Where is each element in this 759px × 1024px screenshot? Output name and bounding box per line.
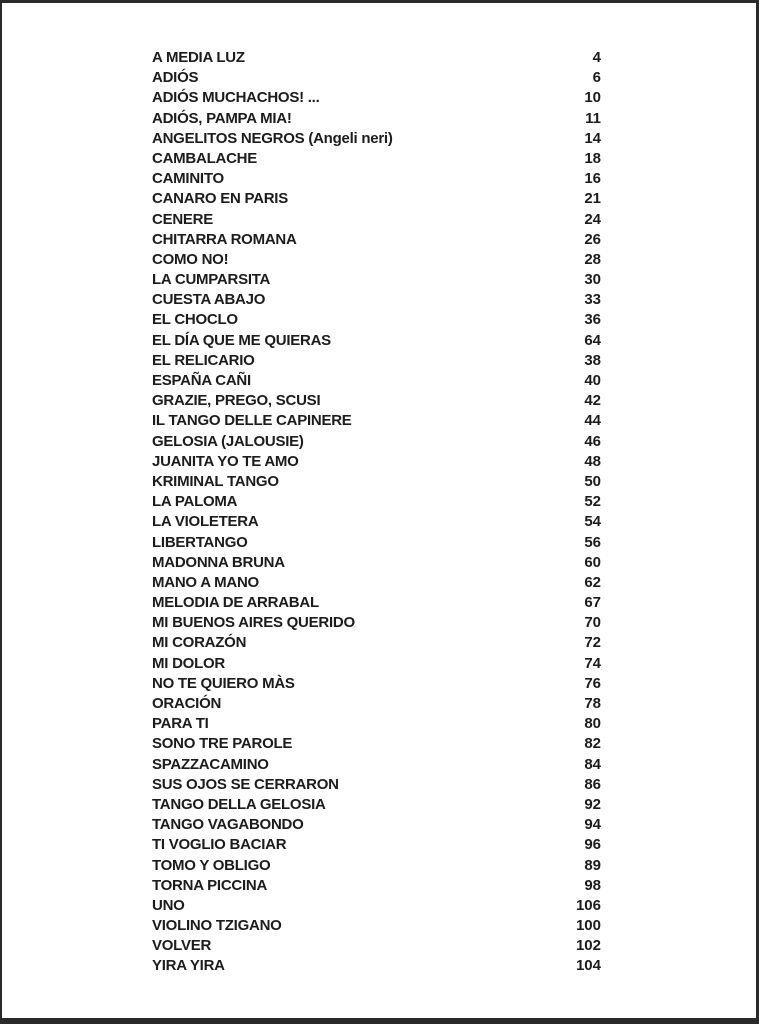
page-number: 76 bbox=[584, 674, 601, 692]
song-title: PARA TI bbox=[152, 715, 209, 733]
song-title: LA VIOLETERA bbox=[152, 513, 259, 531]
toc-entry bbox=[152, 492, 601, 512]
toc-entry bbox=[152, 68, 601, 88]
page-number: 36 bbox=[584, 311, 601, 329]
page-number: 78 bbox=[584, 695, 601, 712]
toc-entry bbox=[152, 876, 601, 896]
page-number: 24 bbox=[584, 210, 601, 228]
song-title: MELODIA DE ARRABAL bbox=[152, 594, 319, 612]
song-title: TI VOGLIO BACIAR bbox=[152, 836, 287, 854]
page-number: 86 bbox=[584, 775, 601, 793]
toc-entry bbox=[152, 936, 601, 956]
toc-entry bbox=[152, 512, 601, 532]
song-title: ORACIÓN bbox=[152, 695, 222, 712]
page-number: 28 bbox=[584, 250, 601, 268]
page-number: 56 bbox=[584, 533, 601, 551]
song-title: IL TANGO DELLE CAPINERE bbox=[152, 412, 352, 430]
song-title: TORNA PICCINA bbox=[152, 876, 268, 894]
page-number: 54 bbox=[584, 513, 601, 531]
page-number: 72 bbox=[584, 634, 601, 652]
song-title: MANO A MANO bbox=[152, 573, 259, 591]
song-title: MADONNA BRUNA bbox=[152, 553, 285, 571]
page-number: 106 bbox=[575, 896, 601, 914]
song-title: CAMINITO bbox=[152, 170, 224, 188]
page-number: 48 bbox=[584, 452, 601, 470]
song-title: EL RELICARIO bbox=[152, 351, 255, 369]
song-title: MI BUENOS AIRES QUERIDO bbox=[152, 614, 355, 632]
page-number: 84 bbox=[584, 755, 601, 773]
toc-entry bbox=[152, 795, 601, 815]
page-number: 100 bbox=[575, 917, 601, 935]
toc-entry bbox=[152, 714, 601, 734]
toc-entry bbox=[152, 694, 601, 714]
page-number: 102 bbox=[575, 937, 601, 955]
song-title: EL DÍA QUE ME QUIERAS bbox=[152, 331, 331, 349]
song-title: COMO NO! bbox=[152, 250, 229, 268]
toc-entry bbox=[152, 230, 601, 250]
song-title: UNO bbox=[152, 896, 185, 914]
song-title: GRAZIE, PREGO, SCUSI bbox=[152, 392, 321, 410]
table-of-contents bbox=[152, 48, 601, 977]
toc-entry bbox=[152, 371, 601, 391]
song-title: GELOSIA (JALOUSIE) bbox=[152, 432, 304, 450]
page-number: 14 bbox=[584, 129, 601, 147]
page-number: 4 bbox=[592, 49, 601, 66]
toc-entry bbox=[152, 189, 601, 209]
page-number: 33 bbox=[584, 291, 601, 309]
page-number: 18 bbox=[584, 149, 601, 167]
toc-entry bbox=[152, 956, 601, 976]
page-number: 21 bbox=[584, 190, 601, 208]
toc-entry bbox=[152, 411, 601, 431]
toc-entry bbox=[152, 149, 601, 169]
toc-entry bbox=[152, 633, 601, 653]
toc-entry bbox=[152, 896, 601, 916]
song-title: JUANITA YO TE AMO bbox=[152, 452, 299, 470]
toc-entry bbox=[152, 290, 601, 310]
page-number: 42 bbox=[584, 392, 601, 410]
page-number: 80 bbox=[584, 715, 601, 733]
page-number: 104 bbox=[575, 957, 601, 975]
toc-entry bbox=[152, 129, 601, 149]
song-title: MI CORAZÓN bbox=[152, 634, 247, 652]
page-number: 30 bbox=[584, 271, 601, 289]
toc-entry bbox=[152, 331, 601, 351]
page-number: 89 bbox=[584, 856, 601, 874]
song-title: CAMBALACHE bbox=[152, 149, 257, 167]
toc-entry bbox=[152, 573, 601, 593]
page-number: 52 bbox=[584, 493, 601, 511]
page-number: 40 bbox=[584, 372, 601, 389]
toc-entry bbox=[152, 169, 601, 189]
toc-entry bbox=[152, 674, 601, 694]
song-title: ADIÓS, PAMPA MIA! bbox=[152, 109, 292, 127]
song-title: LIBERTANGO bbox=[152, 533, 248, 551]
song-title: VOLVER bbox=[152, 937, 212, 955]
song-title: CANARO EN PARIS bbox=[152, 190, 288, 208]
page-number: 16 bbox=[584, 170, 601, 188]
song-title: SPAZZACAMINO bbox=[152, 755, 269, 773]
toc-entry bbox=[152, 755, 601, 775]
song-title: TANGO DELLA GELOSIA bbox=[152, 795, 326, 813]
song-title: LA CUMPARSITA bbox=[152, 271, 271, 289]
page-number: 70 bbox=[584, 614, 601, 632]
page-number: 74 bbox=[584, 654, 601, 672]
page-number: 67 bbox=[584, 594, 601, 612]
song-title: ESPAÑA CAÑI bbox=[152, 372, 251, 389]
song-title: SONO TRE PAROLE bbox=[152, 735, 293, 753]
toc-entry bbox=[152, 835, 601, 855]
page-number: 82 bbox=[584, 735, 601, 753]
song-title: VIOLINO TZIGANO bbox=[152, 917, 282, 935]
page-number: 94 bbox=[584, 816, 601, 834]
page-number: 46 bbox=[584, 432, 601, 450]
song-title: CUESTA ABAJO bbox=[152, 291, 266, 309]
toc-entry bbox=[152, 391, 601, 411]
toc-entry bbox=[152, 210, 601, 230]
page-number: 64 bbox=[584, 331, 601, 349]
toc-entry bbox=[152, 270, 601, 290]
page-number: 6 bbox=[592, 69, 601, 87]
song-title: LA PALOMA bbox=[152, 493, 238, 511]
song-title: KRIMINAL TANGO bbox=[152, 472, 279, 490]
song-title: SUS OJOS SE CERRARON bbox=[152, 775, 339, 793]
song-title: CENERE bbox=[152, 210, 214, 228]
toc-entry bbox=[152, 472, 601, 492]
song-title: ADIÓS MUCHACHOS! ... bbox=[152, 89, 320, 107]
toc-entry bbox=[152, 533, 601, 553]
song-title: TANGO VAGABONDO bbox=[152, 816, 304, 834]
song-title: NO TE QUIERO MÀS bbox=[152, 674, 295, 692]
toc-entry bbox=[152, 452, 601, 472]
toc-entry bbox=[152, 815, 601, 835]
page-number: 38 bbox=[584, 351, 601, 369]
toc-entry bbox=[152, 310, 601, 330]
page-number: 60 bbox=[584, 553, 601, 571]
song-title: A MEDIA LUZ bbox=[152, 49, 245, 66]
page-number: 96 bbox=[584, 836, 601, 854]
song-title: ANGELITOS NEGROS (Angeli neri) bbox=[152, 129, 393, 147]
page-number: 62 bbox=[584, 573, 601, 591]
toc-entry bbox=[152, 775, 601, 795]
toc-entry bbox=[152, 109, 601, 129]
page-number: 44 bbox=[584, 412, 601, 430]
toc-entry bbox=[152, 48, 601, 68]
toc-entry bbox=[152, 351, 601, 371]
toc-entry bbox=[152, 734, 601, 754]
toc-entry bbox=[152, 856, 601, 876]
page-number: 11 bbox=[585, 109, 601, 127]
toc-entry bbox=[152, 250, 601, 270]
toc-entry bbox=[152, 593, 601, 613]
song-title: MI DOLOR bbox=[152, 654, 225, 672]
song-title: ADIÓS bbox=[152, 69, 199, 87]
page-number: 26 bbox=[584, 230, 601, 248]
page-number: 10 bbox=[584, 89, 601, 107]
song-title: CHITARRA ROMANA bbox=[152, 230, 297, 248]
song-title: YIRA YIRA bbox=[152, 957, 225, 975]
toc-entry bbox=[152, 553, 601, 573]
toc-entry bbox=[152, 613, 601, 633]
song-title: TOMO Y OBLIGO bbox=[152, 856, 271, 874]
page-number: 50 bbox=[584, 472, 601, 490]
page-number: 92 bbox=[584, 795, 601, 813]
toc-entry bbox=[152, 88, 601, 108]
toc-entry bbox=[152, 654, 601, 674]
song-title: EL CHOCLO bbox=[152, 311, 238, 329]
toc-entry bbox=[152, 432, 601, 452]
toc-entry bbox=[152, 916, 601, 936]
page-number: 98 bbox=[584, 876, 601, 894]
